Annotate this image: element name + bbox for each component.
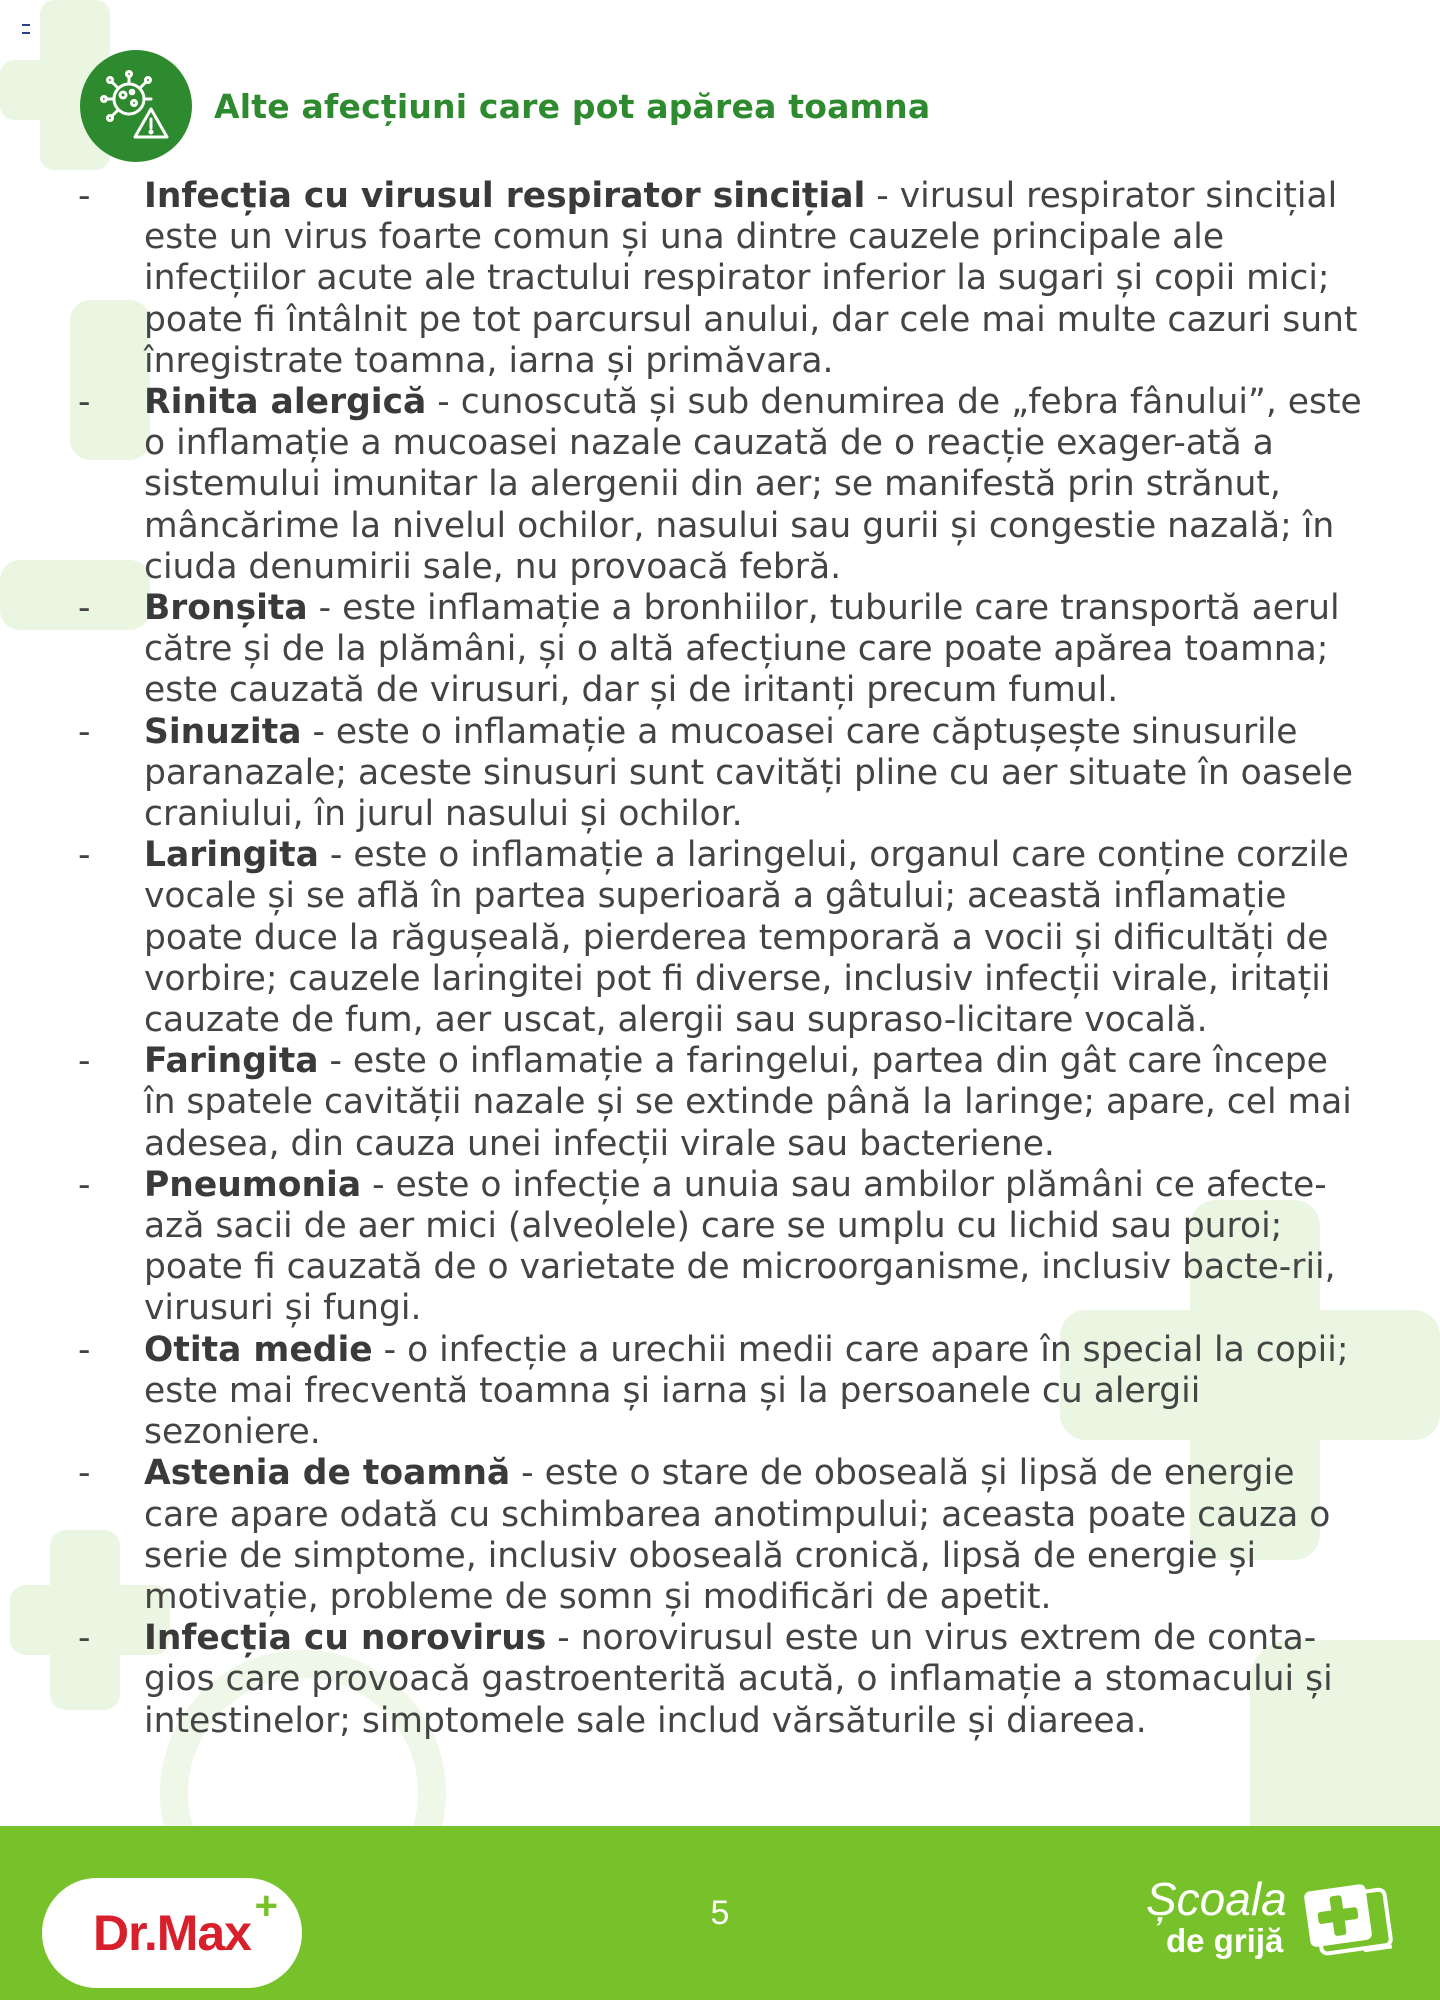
condition-term: Infecția cu virusul respirator sincițial: [144, 176, 866, 216]
condition-term: Rinita alergică: [144, 382, 427, 423]
drmax-logo: [42, 1878, 302, 1988]
list-item: [78, 382, 1368, 588]
drmax-logo-text: Dr.Max +: [93, 1884, 277, 1961]
list-bullet: -: [78, 1164, 91, 1205]
brand-line-2: de grijă: [1166, 1922, 1284, 1959]
condition-term: Astenia de toamnă: [144, 1453, 511, 1494]
list-bullet: -: [78, 176, 91, 216]
condition-description: - o infecție a urechii medii care apare în special la copii; este mai frecventă toamna și iarna și la persoanele cu alergii sezoniere.: [144, 1329, 1349, 1453]
list-bullet: -: [78, 1618, 91, 1659]
list-item: [78, 1165, 1368, 1330]
brand-line-1: Școala: [1146, 1873, 1287, 1925]
condition-description: - este inflamație a bronhiilor, tuburile care transportă aerul către și de la plămâni, și o altă afecțiune care poate apărea toamna; este cauzată de virusuri, dar și de iritanți precum fumul.: [144, 588, 1340, 711]
condition-term: Pneumonia: [144, 1164, 362, 1205]
list-item: [78, 712, 1368, 836]
condition-description: - este o stare de oboseală și lipsă de energie care apare odată cu schimbarea anotimpului; aceasta poate cauza o serie de simptome, inclusiv oboseală cronică, lipsă de energie și motivație, probleme de somn și modificări de apetit.: [144, 1453, 1331, 1617]
virus-warning-icon: [80, 50, 192, 162]
list-item: [78, 1041, 1368, 1165]
list-bullet: -: [78, 382, 91, 423]
condition-description: - este o inflamație a faringelui, partea din gât care începe în spatele cavității nazale și se extinde până la laringe; apare, cel mai adesea, din cauza unei infecții virale sau bacteriene.: [144, 1041, 1352, 1164]
list-item: [78, 588, 1368, 712]
corner-menu-icon: [22, 24, 30, 34]
condition-term: Laringita: [144, 835, 319, 876]
list-bullet: -: [78, 1329, 91, 1370]
list-bullet: -: [78, 835, 91, 876]
conditions-list: [78, 176, 1368, 1742]
list-item: [78, 176, 1368, 382]
page-number: 5: [710, 1894, 730, 1932]
condition-description: - virusul respirator sincițial este un virus foarte comun și una dintre cauzele principale ale infecțiilor acute ale tractului respirator inferior la sugari și copii mici; poate fi întâlnit pe tot parcursul anului, dar cele mai multe cazuri sunt înregistrate toamna, iarna și primăvara.: [144, 176, 1358, 381]
condition-description: - este o inflamație a laringelui, organul care conține corzile vocale și se află în partea superioară a gâtului; această inflamație poate duce la răgușeală, pierderea temporară a vocii și dificultăți de vorbire; cauzele laringitei pot fi diverse, inclusiv infecții virale, iritații cauzate de fum, aer uscat, alergii sau supraso-licitare vocală.: [144, 835, 1349, 1041]
condition-term: Infecția cu norovirus: [144, 1618, 547, 1659]
condition-term: Otita medie: [144, 1329, 373, 1370]
list-item: [78, 835, 1368, 1041]
list-bullet: -: [78, 1453, 91, 1494]
brand-cross-icon: [1300, 1872, 1400, 1972]
page-title: Alte afecțiuni care pot apărea toamna: [214, 86, 931, 126]
page-footer: [0, 1826, 1440, 2000]
condition-description: - norovirusul este un virus extrem de conta-gios care provoacă gastroenterită acută, o inflamație a stomacului și intestinelor; simptomele sale includ vărsăturile și diareea.: [144, 1618, 1333, 1741]
condition-description: - este o inflamație a mucoasei care căptușește sinusurile paranazale; aceste sinusuri sunt cavități pline cu aer situate în oasele craniului, în jurul nasului și ochilor.: [144, 711, 1353, 835]
condition-description: - este o infecție a unuia sau ambilor plămâni ce afecte-ază sacii de aer mici (alveolele) care se umplu cu lichid sau puroi; poate fi cauzată de o varietate de microorganisme, inclusiv bacte-rii, virusuri și fungi.: [144, 1164, 1336, 1329]
list-bullet: -: [78, 1041, 91, 1082]
list-item: [78, 1330, 1368, 1454]
condition-term: Sinuzita: [144, 711, 302, 752]
condition-term: Bronșita: [144, 588, 308, 629]
condition-description: - cunoscută și sub denumirea de „febra fânului”, este o inflamație a mucoasei nazale cauzată de o reacție exager-ată a sistemului imunitar la alergenii din aer; se manifestă prin strănut, mâncărime la nivelul ochilor, nasului sau gurii și congestie nazală; în ciuda denumirii sale, nu provoacă febră.: [144, 382, 1362, 587]
logo-plus-icon: +: [254, 1884, 277, 1928]
list-item: [78, 1618, 1368, 1742]
list-item: [78, 1453, 1368, 1618]
list-bullet: -: [78, 711, 91, 752]
list-bullet: -: [78, 588, 91, 629]
section-header: [80, 50, 930, 162]
scoala-de-grija-logo: [1140, 1872, 1400, 1982]
condition-term: Faringita: [144, 1041, 319, 1082]
